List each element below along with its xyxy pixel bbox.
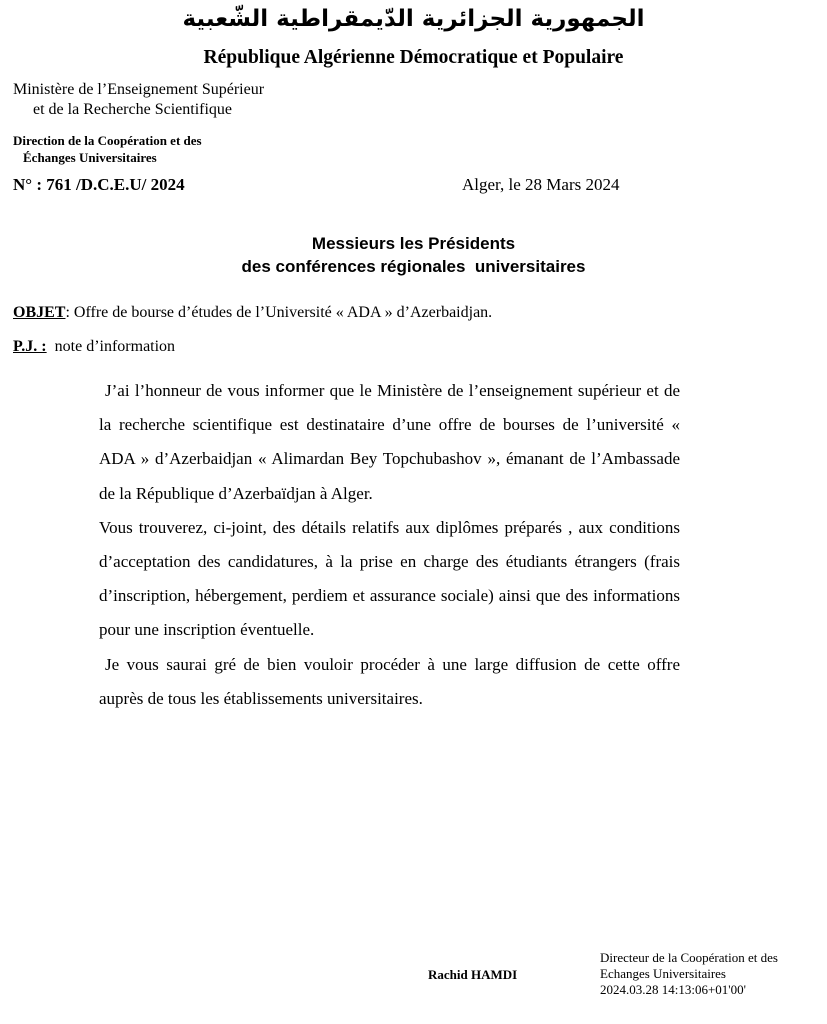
reference-number: N° : 761 /D.C.E.U/ 2024 [13,175,185,194]
addressee-line-1: Messieurs les Présidents [311,234,516,253]
addressee-line-2: des conférences régionales universitaires [241,257,586,276]
body-paragraph-2: Vous trouverez, ci-joint, des détails relatifs aux diplômes préparés , aux conditions d’acceptation des candidatures, à la prise en charge des étudiants étrangers (frais d’inscription, hébergement, perdiem et assurance sociale) ainsi que des informations pour une inscription éventuelle. [99,517,680,640]
republic-title: République Algérienne Démocratique et Populaire [203,47,624,68]
subject-text: Offre de bourse d’études de l’Université « ADA » d’Azerbaidjan. [73,304,493,321]
addressee [0,232,827,278]
attachment-text: note d’information [54,338,176,355]
direction-line-2: Échanges Universitaires [23,150,157,165]
arabic-republic-title: الجمهورية الجزائرية الدّيمقراطية الشّعبية [182,6,645,32]
body-paragraph-1: J’ai l’honneur de vous informer que le Ministère de l’enseignement supérieur et de la recherche scientifique est destinataire d’une offre de bourses de l’université « ADA » d’Azerbaidjan « Alimardan Bey Topchubashov », émanant de l’Ambassade de la République d’Azerbaïdjan à Alger. [99,381,680,503]
subject-label: OBJET [13,304,66,321]
letter-date: Alger, le 28 Mars 2024 [462,175,620,194]
signature-timestamp: 2024.03.28 14:13:06+01'00' [600,982,746,997]
ministry-line-2: et de la Recherche Scientifique [33,101,233,118]
attachment-label: P.J. : [13,338,47,355]
letter-body [99,374,680,716]
direction-line-1: Direction de la Coopération et des [13,133,202,148]
signature-title-line-2: Echanges Universitaires [600,966,726,981]
subject-line [13,304,492,322]
direction-name [13,132,202,166]
body-paragraph-3: Je vous saurai gré de bien vouloir procéder à une large diffusion de cette offre auprès de tous les établissements universitaires. [99,654,680,708]
signer-name: Rachid HAMDI [428,967,518,982]
signature-title-line-1: Directeur de la Coopération et des [600,950,778,965]
ministry-line-1: Ministère de l’Enseignement Supérieur [13,81,265,98]
subject-separator: : [65,304,74,321]
ministry-name [13,80,264,120]
digital-signature-block [600,950,778,998]
attachment-line [13,338,175,356]
